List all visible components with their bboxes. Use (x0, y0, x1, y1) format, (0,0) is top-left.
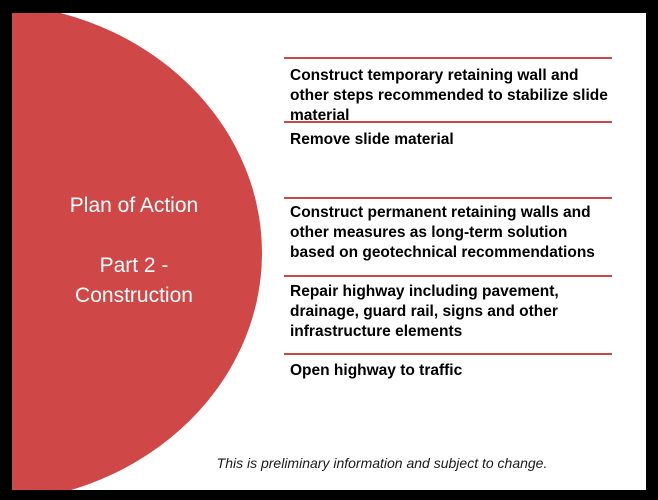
slide-title (12, 191, 256, 311)
action-item: Remove slide material (290, 131, 454, 148)
title-line-3: Construction (75, 284, 193, 307)
action-item: Construct permanent retaining walls and other measures as long-term solution based on geotechnical recommendations (290, 204, 595, 261)
action-item: Open highway to traffic (290, 362, 463, 379)
disclaimer-text: This is preliminary information and subject to change. (216, 455, 548, 471)
title-line-2: Part 2 - (99, 254, 169, 277)
action-item: Repair highway including pavement, drainage, guard rail, signs and other infrastructure elements (290, 283, 559, 340)
slide (12, 13, 646, 490)
action-item: Construct temporary retaining wall and other steps recommended to stabilize slide material (290, 67, 608, 124)
title-gap (12, 221, 256, 251)
action-items-list (284, 57, 612, 395)
title-line-1: Plan of Action (69, 194, 199, 217)
